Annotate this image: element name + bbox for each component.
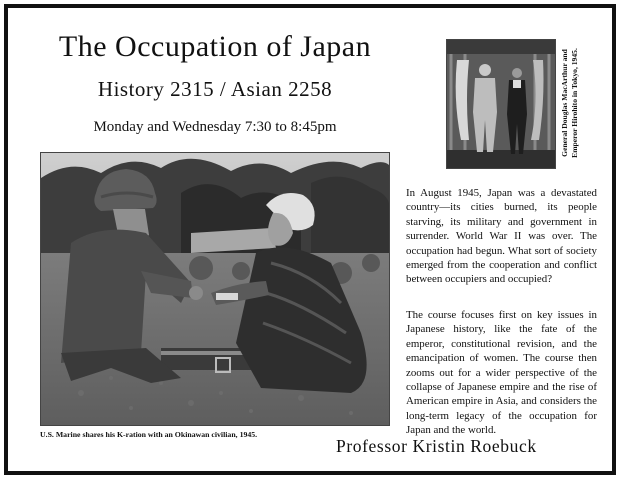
side-caption-line-2: Emperor Hirohito in Tokyo, 1945. (569, 48, 579, 158)
poster-title: The Occupation of Japan (58, 30, 372, 63)
intro-paragraph: In August 1945, Japan was a devastated country—its cities burned, its people starving, its military and government in surrender. World War II was over. The occupation had begun. What sort of society emerged from the cooperation and conflict between occupiers and occupied? (406, 187, 597, 286)
side-photo-illustration (447, 40, 555, 168)
photo-illustration (41, 153, 389, 425)
course-description-paragraph: The course focuses first on key issues in Japanese history, like the fate of the emperor, constitutional revision, and the emancipation of women. The course then zooms out for a wider perspective of the collapse of Japanese empire and the rise of American empire in Asia, and considers the long-term legacy of the occupation for Japan and the world. (406, 309, 597, 437)
side-caption-line-1: General Douglas MacArthur and (560, 49, 569, 157)
marine-okinawan-photo (40, 152, 390, 426)
class-schedule: Monday and Wednesday 7:30 to 8:45pm (93, 119, 337, 135)
macarthur-hirohito-photo (446, 39, 556, 169)
course-numbers: History 2315 / Asian 2258 (97, 77, 333, 101)
main-photo-caption: U.S. Marine shares his K-ration with an Okinawan civilian, 1945. (40, 430, 258, 439)
instructor-name: Professor Kristin Roebuck (336, 436, 537, 456)
side-photo-caption (560, 39, 592, 167)
